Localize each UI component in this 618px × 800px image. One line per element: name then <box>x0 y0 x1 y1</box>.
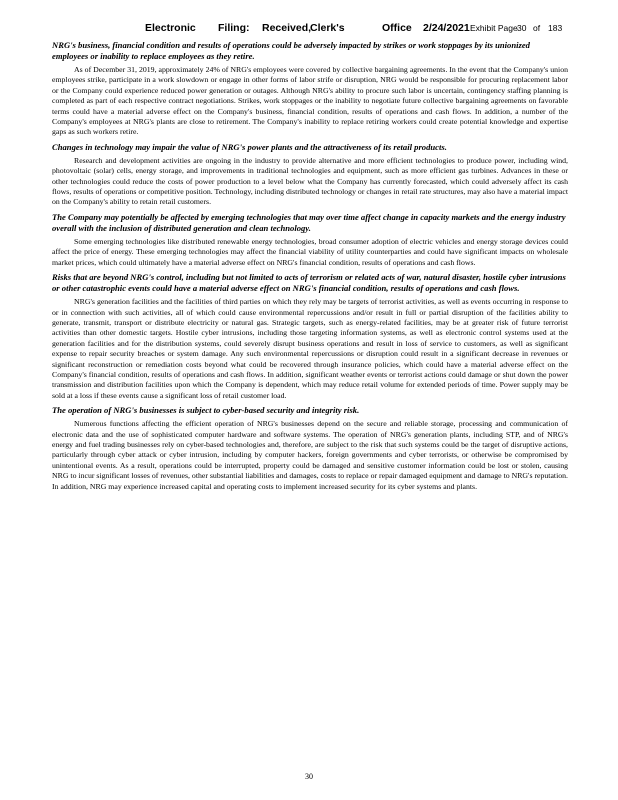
header-office: Office <box>382 22 412 34</box>
risk-section-emerging-technologies <box>52 212 568 268</box>
header-received: Received, <box>262 22 312 34</box>
section-paragraph: Research and development activities are ongoing in the industry to provide alternative and more efficient technologies to produce power, including wind, photovoltaic (solar) cells, energy storage, and improvements in traditional technologies and equipment, such as more efficient gas turbines. Advances in these or other technologies could reduce the costs of power production to a level below what the Company has currently forecasted, which could adversely affect its cash flows, results of operations or competitive position. Technology, including distributed technology or changes in retail rate structures, may also have a material impact on the Company's ability to retain retail customers. <box>52 155 568 207</box>
section-heading: Risks that are beyond NRG's control, including but not limited to acts of terrorism or related acts of war, natural disaster, hostile cyber intrusions or other catastrophic events could have a material adverse effect on NRG's financial condition, results of operations and cash flows. <box>52 272 566 294</box>
section-paragraph: NRG's generation facilities and the facilities of third parties on which they rely may be targets of terrorist activities, as well as events occurring in response to or in connection with such activities, all of which could cause environmental repercussions and/or result in full or partial disruption of the facilities ability to generate, transmit, transport or distribute electricity or natural gas. Strategic targets, such as energy-related facilities, may be at greater risk of future terrorist activities than other domestic targets. Hostile cyber intrusions, including those targeting information systems, as well as electronic control systems used at the generation facilities and for the distribution systems, could severely disrupt business operations and result in loss of service to customers, as well as significant expense to repair security breaches or system damage. Any such environmental repercussions or disruption could result in a significant decrease in revenues or significant reconstruction or remediation costs beyond what could be recovered through insurance policies, which could have a material adverse effect on the Company's financial condition, results of operations and cash flows. In addition, significant weather events or terrorist actions could damage or shut down the power transmission and distribution facilities upon which the Company is dependent, which may reduce retail volume for extended periods of time. Power supply may be sold at a loss if these events cause a significant loss of retail customer load. <box>52 297 568 400</box>
header-date: 2/24/2021 <box>423 22 470 34</box>
section-heading: NRG's business, financial condition and results of operations could be adversely impacted by strikes or work stoppages by its unionized employees or inability to replace employees as they retire. <box>52 40 530 61</box>
section-paragraph: Numerous functions affecting the efficient operation of NRG's businesses depend on the secure and reliable storage, processing and communication of electronic data and the use of sophisticated computer hardware and software systems. The operation of NRG's generation plants, including STP, and of NRG's energy and fuel trading businesses rely on cyber-based technologies and, therefore, are subject to the risk that such systems could be the target of disruptive actions, particularly through cyber attack or cyber intrusion, including by computer hackers, foreign governments and cyber terrorists, or otherwise be compromised by unintentional events. As a result, operations could be interrupted, property could be damaged and sensitive customer information could be lost or stolen, causing NRG to incur significant losses of revenues, other substantial liabilities and damages, costs to replace or repair damaged equipment and damage to NRG's reputation. In addition, NRG may experience increased capital and operating costs to implement increased security for its cyber systems and plants. <box>52 419 568 491</box>
section-heading: The Company may potentially be affected by emerging technologies that may over time affect change in capacity markets and the energy industry overall with the inclusion of distributed generation and clean technology. <box>52 211 566 233</box>
header-page-total: 183 <box>548 23 563 33</box>
header-of: of <box>533 23 541 33</box>
header-page-current: 30 <box>517 23 527 33</box>
page-number: 30 <box>305 772 313 781</box>
header-clerks: Clerk's <box>310 22 345 34</box>
risk-section-cyber <box>52 405 568 492</box>
risk-section-terrorism <box>52 272 568 401</box>
section-paragraph: Some emerging technologies like distributed renewable energy technologies, broad consumer adoption of electric vehicles and energy storage devices could affect the price of energy. These emerging technologies may affect the financial viability of utility counterparties and could have significant impacts on wholesale market prices, which could ultimately have a material adverse effect on NRG's financial condition, results of operations and cash flows. <box>52 236 568 267</box>
section-paragraph: As of December 31, 2019, approximately 24% of NRG's employees were covered by collective bargaining agreements. In the event that the Company's union employees strike, participate in a work slowdown or engage in other forms of labor strife or disruption, NRG would be responsible for procuring replacement labor or the Company could experience reduced power generation or outages. Although NRG's ability to procure such labor is uncertain, contingency staffing planning is completed as part of each respective contract negotiations. Strikes, work stoppages or the inability to negotiate future collective bargaining agreements on favorable terms could have a material adverse effect on the Company's business, financial condition, results of operations and cash flows. In addition, a number of the Company's employees at NRG's plants are close to retirement. The Company's inability to replace retiring workers could create potential knowledge and expertise gaps as such workers retire. <box>52 65 568 137</box>
risk-section-technology <box>52 142 568 208</box>
section-heading: The operation of NRG's businesses is subject to cyber-based security and integrity risk. <box>52 405 360 416</box>
document-body <box>52 40 568 496</box>
risk-section-labor <box>52 40 568 138</box>
filing-header <box>0 22 618 36</box>
header-filing: Filing: <box>218 22 250 34</box>
header-electronic: Electronic <box>145 22 196 34</box>
section-heading: Changes in technology may impair the value of NRG's power plants and the attractiveness of its retail products. <box>52 141 447 152</box>
header-exhibit-page-label: Exhibit Page <box>470 23 518 33</box>
